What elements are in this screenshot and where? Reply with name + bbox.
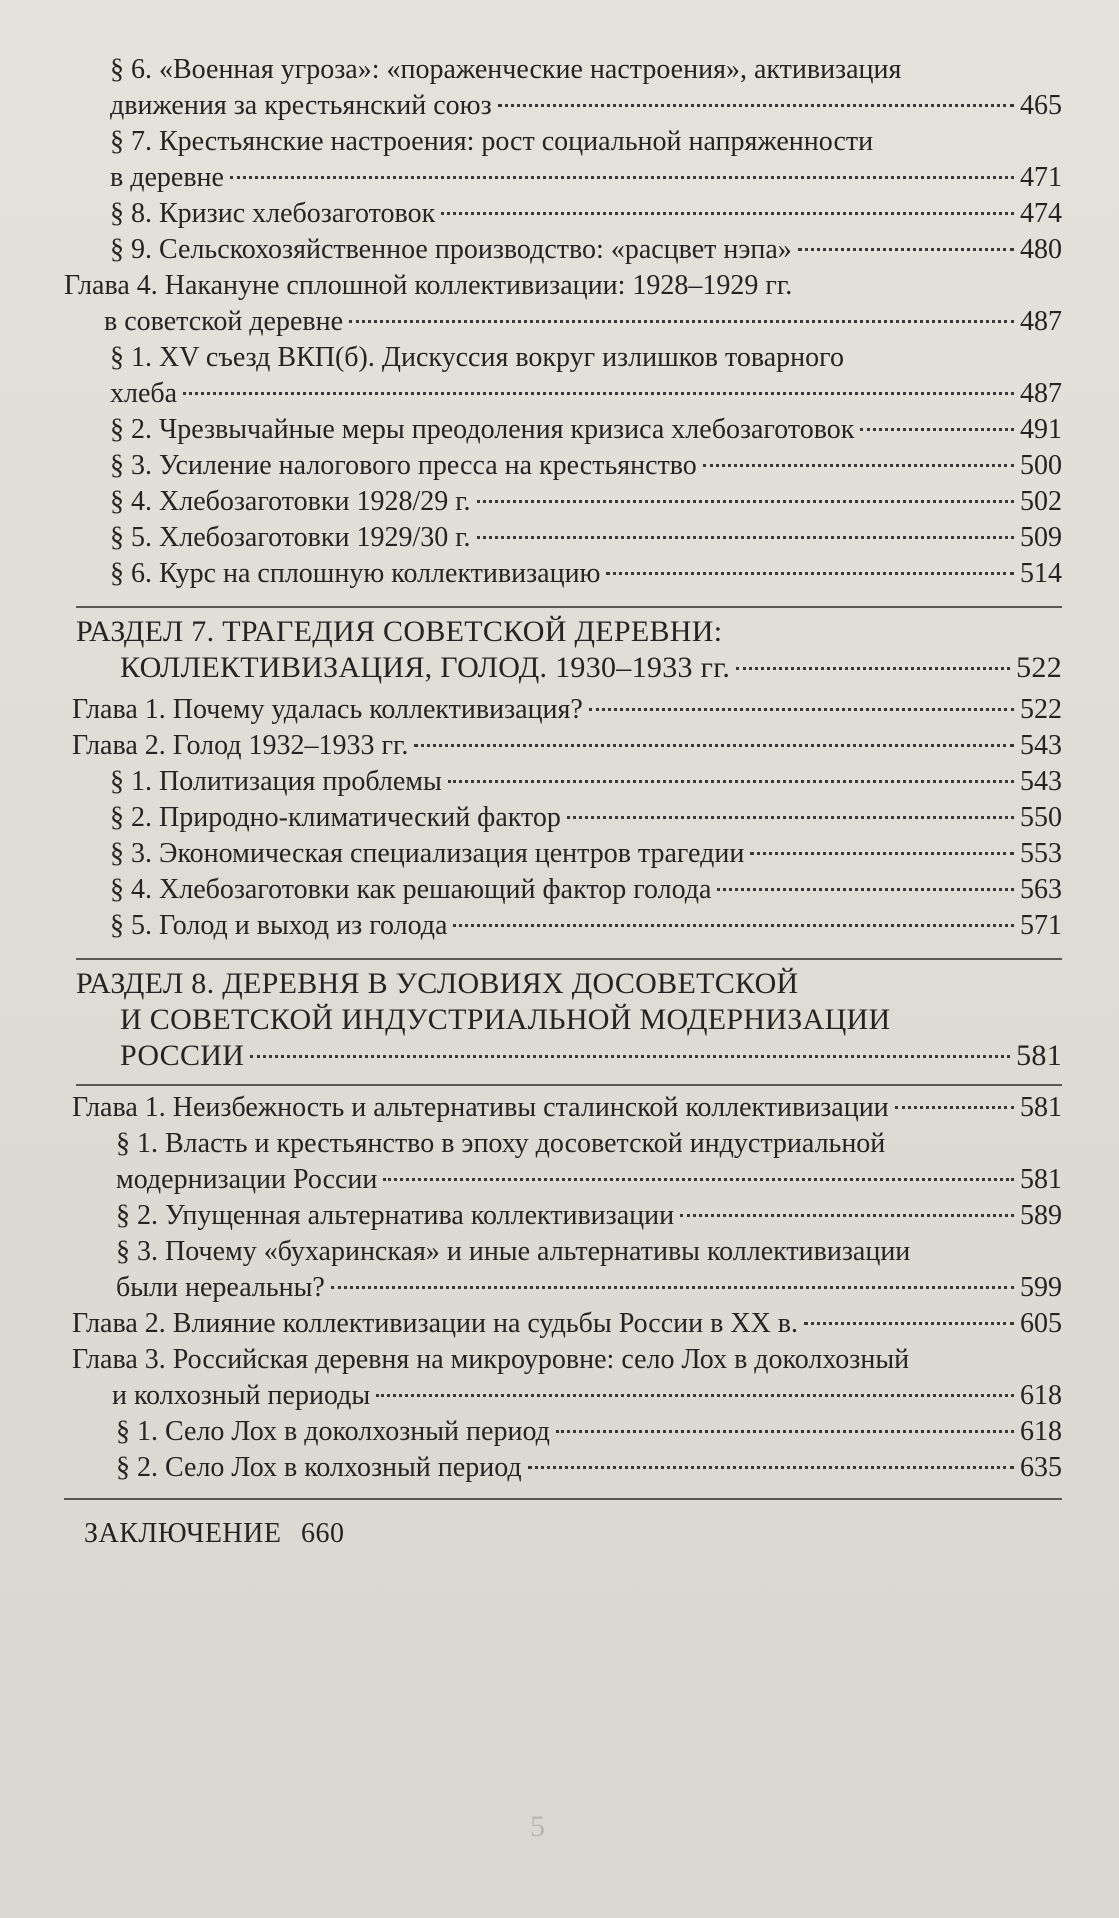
section-7-title-line1: РАЗДЕЛ 7. ТРАГЕДИЯ СОВЕТСКОЙ ДЕРЕВНИ: [76, 615, 723, 648]
toc-entry-text-line1: § 1. Власть и крестьянство в эпоху досоветской индустриальной [116, 1128, 886, 1159]
toc-entry-c4p3 [110, 448, 1062, 484]
toc-entry-line [110, 800, 1062, 836]
toc-entry-page: 589 [1020, 1200, 1062, 1231]
dot-leader [567, 816, 1014, 819]
toc-entry-text-line1: Глава 3. Российская деревня на микроуровне: село Лох в доколхозный [72, 1344, 910, 1375]
dot-leader [383, 1178, 1014, 1181]
toc-entry-page: 618 [1020, 1416, 1062, 1447]
dot-leader [703, 464, 1014, 467]
toc-entry-line [110, 448, 1062, 484]
toc-entry-p8 [110, 196, 1062, 232]
toc-entry-s7g2 [72, 728, 1062, 764]
toc-entry-title: § 3. Усиление налогового пресса на крестьянство [110, 450, 697, 481]
toc-entry-line [110, 764, 1062, 800]
toc-block-section-8 [64, 1090, 1062, 1486]
toc-entry-title: § 6. Курс на сплошную коллективизацию [110, 558, 601, 589]
toc-entry-s7p1 [110, 764, 1062, 800]
toc-entry-page: 543 [1020, 730, 1062, 761]
section-8-title-line2: И СОВЕТСКОЙ ИНДУСТРИАЛЬНОЙ МОДЕРНИЗАЦИИ [120, 1003, 891, 1036]
toc-entry-title: § 2. Село Лох в колхозный период [116, 1452, 522, 1483]
toc-entry-s7p4 [110, 872, 1062, 908]
dot-leader [453, 924, 1014, 927]
section-7-page: 522 [1016, 651, 1062, 684]
toc-entry-line [110, 836, 1062, 872]
toc-entry-line [110, 520, 1062, 556]
toc-entry-line [110, 88, 1062, 124]
toc-entry-p9 [110, 232, 1062, 268]
toc-entry-page: 522 [1020, 694, 1062, 725]
toc-entry-line [110, 556, 1062, 592]
toc-entry-line [110, 484, 1062, 520]
dot-leader [250, 1055, 1010, 1058]
toc-entry-line [110, 232, 1062, 268]
toc-entry-title: § 5. Голод и выход из голода [110, 910, 448, 941]
toc-entry-page: 599 [1020, 1272, 1062, 1303]
toc-entry-p7 [110, 124, 1062, 196]
toc-entry-line [116, 1414, 1062, 1450]
toc-entry-page: 543 [1020, 766, 1062, 797]
toc-entry-ch4 [64, 268, 1062, 340]
toc-entry-c4p2 [110, 412, 1062, 448]
toc-entry-page: 605 [1020, 1308, 1062, 1339]
dot-leader [895, 1106, 1014, 1109]
toc-entry-page: 471 [1020, 162, 1062, 193]
section-8-heading [76, 958, 1062, 1086]
section-8-page: 581 [1016, 1039, 1062, 1072]
dot-leader [477, 536, 1014, 539]
toc-entry-page: 487 [1020, 378, 1062, 409]
section-8-title-line3 [76, 1038, 1062, 1074]
toc-entry-conclusion [84, 1516, 1062, 1552]
section-8-rule [76, 958, 1062, 960]
toc-entry-c4p6 [110, 556, 1062, 592]
toc-entry-title: Глава 2. Голод 1932–1933 гг. [72, 730, 409, 761]
toc-block-section-7 [64, 692, 1062, 944]
section-8-rule-bottom [76, 1084, 1062, 1086]
toc-entry-title: § 4. Хлебозаготовки как решающий фактор голода [110, 874, 712, 905]
dot-leader [798, 248, 1014, 251]
toc-entry-s8g3p2 [116, 1450, 1062, 1486]
toc-entry-line [110, 412, 1062, 448]
toc-entry-title: Глава 2. Влияние коллективизации на судьбы России в ХХ в. [72, 1308, 799, 1339]
conclusion-page: 660 [300, 1518, 345, 1549]
section-8-title-line1: РАЗДЕЛ 8. ДЕРЕВНЯ В УСЛОВИЯХ ДОСОВЕТСКОЙ [76, 967, 799, 1000]
dot-leader [448, 780, 1014, 783]
dot-leader [376, 1394, 1014, 1397]
toc-entry-s8g1 [72, 1090, 1062, 1126]
toc-entry-title: движения за крестьянский союз [110, 90, 492, 121]
toc-entry-line [110, 196, 1062, 232]
toc-entry-title: § 2. Чрезвычайные меры преодоления кризиса хлебозаготовок [110, 414, 855, 445]
toc-entry-line [72, 1306, 1062, 1342]
toc-entry-s8g2 [72, 1306, 1062, 1342]
toc-entry-s7p5 [110, 908, 1062, 944]
dot-leader [414, 744, 1014, 747]
section-7-heading [76, 606, 1062, 686]
toc-entry-text-line1: § 1. XV съезд ВКП(б). Дискуссия вокруг излишков товарного [110, 342, 844, 373]
toc-entry-page: 563 [1020, 874, 1062, 905]
toc-entry-line [110, 872, 1062, 908]
toc-entry-title: в советской деревне [104, 306, 344, 337]
toc-entry-page: 581 [1020, 1092, 1062, 1123]
toc-entry-s8p2 [116, 1198, 1062, 1234]
toc-entry-title: Глава 1. Почему удалась коллективизация? [72, 694, 583, 725]
toc-entry-line [116, 1270, 1062, 1306]
toc-entry-title: § 5. Хлебозаготовки 1929/30 г. [110, 522, 471, 553]
toc-entry-line [64, 304, 1062, 340]
toc-entry-line [110, 160, 1062, 196]
toc-entry-line [116, 1162, 1062, 1198]
toc-entry-s7g1 [72, 692, 1062, 728]
toc-entry-s8g3 [72, 1342, 1062, 1414]
toc-entry-title: § 8. Кризис хлебозаготовок [110, 198, 436, 229]
toc-entry-page: 514 [1020, 558, 1062, 589]
toc-entry-page: 465 [1020, 90, 1062, 121]
toc-entry-c4p5 [110, 520, 1062, 556]
dot-leader [441, 212, 1014, 215]
toc-entry-line [72, 728, 1062, 764]
toc-entry-p6 [110, 52, 1062, 124]
section-7-rule [76, 606, 1062, 608]
section-8-title-text: РОССИИ [120, 1039, 245, 1072]
toc-entry-page: 491 [1020, 414, 1062, 445]
dot-leader [230, 176, 1014, 179]
toc-entry-page: 618 [1020, 1380, 1062, 1411]
toc-entry-page: 509 [1020, 522, 1062, 553]
toc-entry-title: Глава 1. Неизбежность и альтернативы сталинской коллективизации [72, 1092, 889, 1123]
conclusion-text: ЗАКЛЮЧЕНИЕ [84, 1518, 282, 1549]
toc-entry-title: § 9. Сельскохозяйственное производство: «расцвет нэпа» [110, 234, 792, 265]
toc-entry-page: 553 [1020, 838, 1062, 869]
toc-entry-page: 571 [1020, 910, 1062, 941]
toc-entry-page: 487 [1020, 306, 1062, 337]
toc-entry-title: были нереальны? [116, 1272, 325, 1303]
toc-entry-s8g3p1 [116, 1414, 1062, 1450]
toc-entry-line [116, 1198, 1062, 1234]
toc-entry-line [72, 1378, 1062, 1414]
toc-entry-s7p2 [110, 800, 1062, 836]
toc-entry-page: 500 [1020, 450, 1062, 481]
toc-entry-c4p1 [110, 340, 1062, 412]
toc-entry-line [110, 376, 1062, 412]
closing-rule [64, 1498, 1062, 1500]
toc-block-chapter-4 [64, 52, 1062, 592]
dot-leader [717, 888, 1014, 891]
section-7-title-text: КОЛЛЕКТИВИЗАЦИЯ, ГОЛОД. 1930–1933 гг. [120, 651, 731, 684]
toc-entry-title: § 4. Хлебозаготовки 1928/29 г. [110, 486, 471, 517]
dot-leader [736, 667, 1010, 670]
dot-leader [349, 320, 1014, 323]
toc-entry-title: § 2. Природно-климатический фактор [110, 802, 561, 833]
toc-entry-page: 581 [1020, 1164, 1062, 1195]
toc-entry-text-line1: Глава 4. Накануне сплошной коллективизации: 1928–1929 гг. [64, 270, 793, 301]
section-7-title-line2 [76, 650, 1062, 686]
toc-entry-s8p3 [116, 1234, 1062, 1306]
dot-leader [498, 104, 1014, 107]
dot-leader [331, 1286, 1014, 1289]
dot-leader [589, 708, 1014, 711]
dot-leader [556, 1430, 1014, 1433]
dot-leader [804, 1322, 1014, 1325]
toc-entry-text-line1: § 7. Крестьянские настроения: рост социальной напряженности [110, 126, 874, 157]
toc-entry-title: в деревне [110, 162, 224, 193]
toc-entry-page: 550 [1020, 802, 1062, 833]
toc-entry-line [110, 908, 1062, 944]
toc-entry-c4p4 [110, 484, 1062, 520]
toc-entry-page: 480 [1020, 234, 1062, 265]
dot-leader [750, 852, 1014, 855]
toc-entry-line [72, 1090, 1062, 1126]
toc-entry-title: и колхозный периоды [112, 1380, 371, 1411]
toc-entry-line [116, 1450, 1062, 1486]
toc-entry-title: модернизации России [116, 1164, 378, 1195]
toc-entry-title: § 3. Экономическая специализация центров трагедии [110, 838, 745, 869]
toc-entry-page: 635 [1020, 1452, 1062, 1483]
dot-leader [528, 1466, 1014, 1469]
dot-leader [680, 1214, 1014, 1217]
toc-entry-page: 502 [1020, 486, 1062, 517]
toc-entry-title: § 1. Село Лох в доколхозный период [116, 1416, 550, 1447]
dot-leader [860, 428, 1014, 431]
toc-entry-s8p1 [116, 1126, 1062, 1198]
dot-leader [477, 500, 1014, 503]
toc-entry-line [72, 692, 1062, 728]
toc-entry-title: хлеба [110, 378, 178, 409]
toc-entry-text-line1: § 6. «Военная угроза»: «пораженческие настроения», активизация [110, 54, 902, 85]
toc-entry-s7p3 [110, 836, 1062, 872]
table-of-contents [64, 52, 1062, 1552]
toc-entry-title: § 2. Упущенная альтернатива коллективизации [116, 1200, 675, 1231]
toc-entry-text-line1: § 3. Почему «бухаринская» и иные альтернативы коллективизации [116, 1236, 911, 1267]
toc-entry-title: § 1. Политизация проблемы [110, 766, 442, 797]
page-number: 5 [530, 1810, 545, 1843]
toc-entry-page: 474 [1020, 198, 1062, 229]
dot-leader [183, 392, 1014, 395]
dot-leader [606, 572, 1014, 575]
